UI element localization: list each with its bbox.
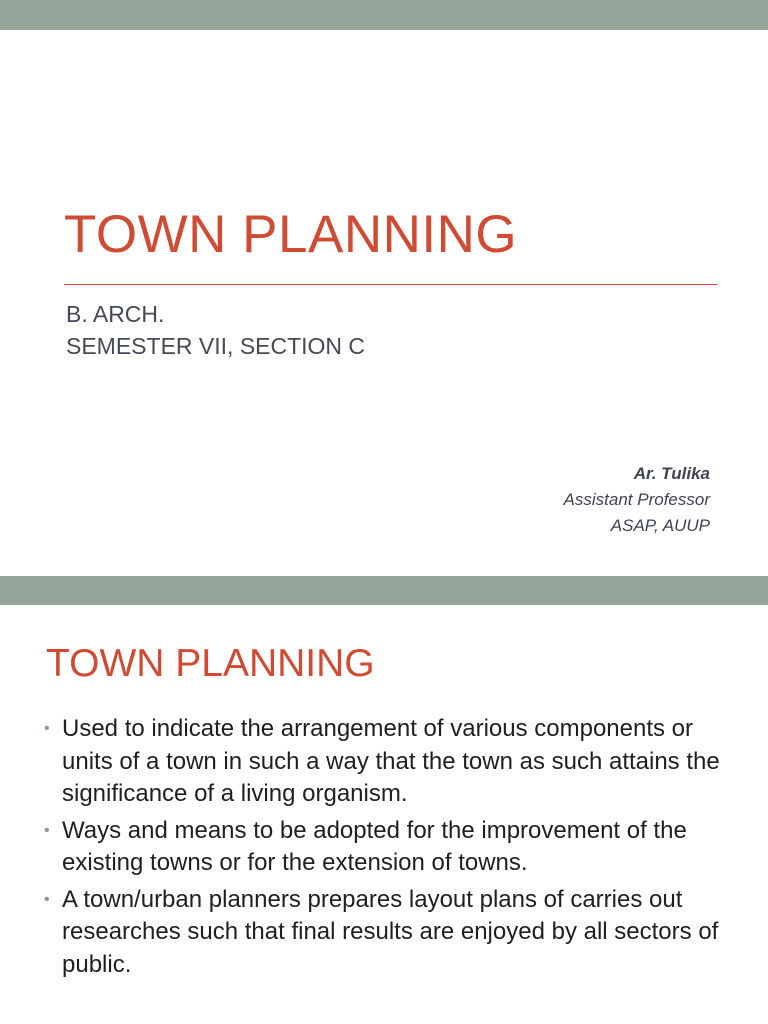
bullet-dot-icon: • — [44, 890, 50, 908]
bullet-text: Used to indicate the arrangement of various components or units of a town in such a way that the town as such attains the significance of a living organism. — [62, 715, 720, 807]
bullet-dot-icon: • — [44, 821, 50, 839]
author-institution: ASAP, AUUP — [610, 516, 710, 535]
bullet-text: A town/urban planners prepares layout plans of carries out researches such that final results are enjoyed by all sectors of public. — [62, 885, 719, 978]
top-divider-band — [0, 0, 768, 30]
slide-content-heading: TOWN PLANNING — [46, 642, 375, 685]
author-role: Assistant Professor — [563, 490, 710, 509]
author-name: Ar. Tulika — [633, 464, 710, 483]
subtitle-program: B. ARCH. — [66, 301, 165, 327]
bullet-list — [44, 713, 724, 981]
bullet-item — [44, 815, 724, 880]
bullet-text: Ways and means to be adopted for the improvement of the existing towns or for the extension of towns. — [62, 816, 687, 876]
slide-separator-band — [0, 576, 768, 605]
slide-title-heading: TOWN PLANNING — [64, 205, 518, 264]
slide-content — [0, 605, 768, 1024]
bullet-item — [44, 884, 724, 982]
title-underline — [64, 284, 717, 285]
subtitle-semester: SEMESTER VII, SECTION C — [66, 333, 366, 359]
bullet-item — [44, 713, 724, 811]
bullet-dot-icon: • — [44, 720, 50, 737]
slide-title — [0, 30, 768, 576]
